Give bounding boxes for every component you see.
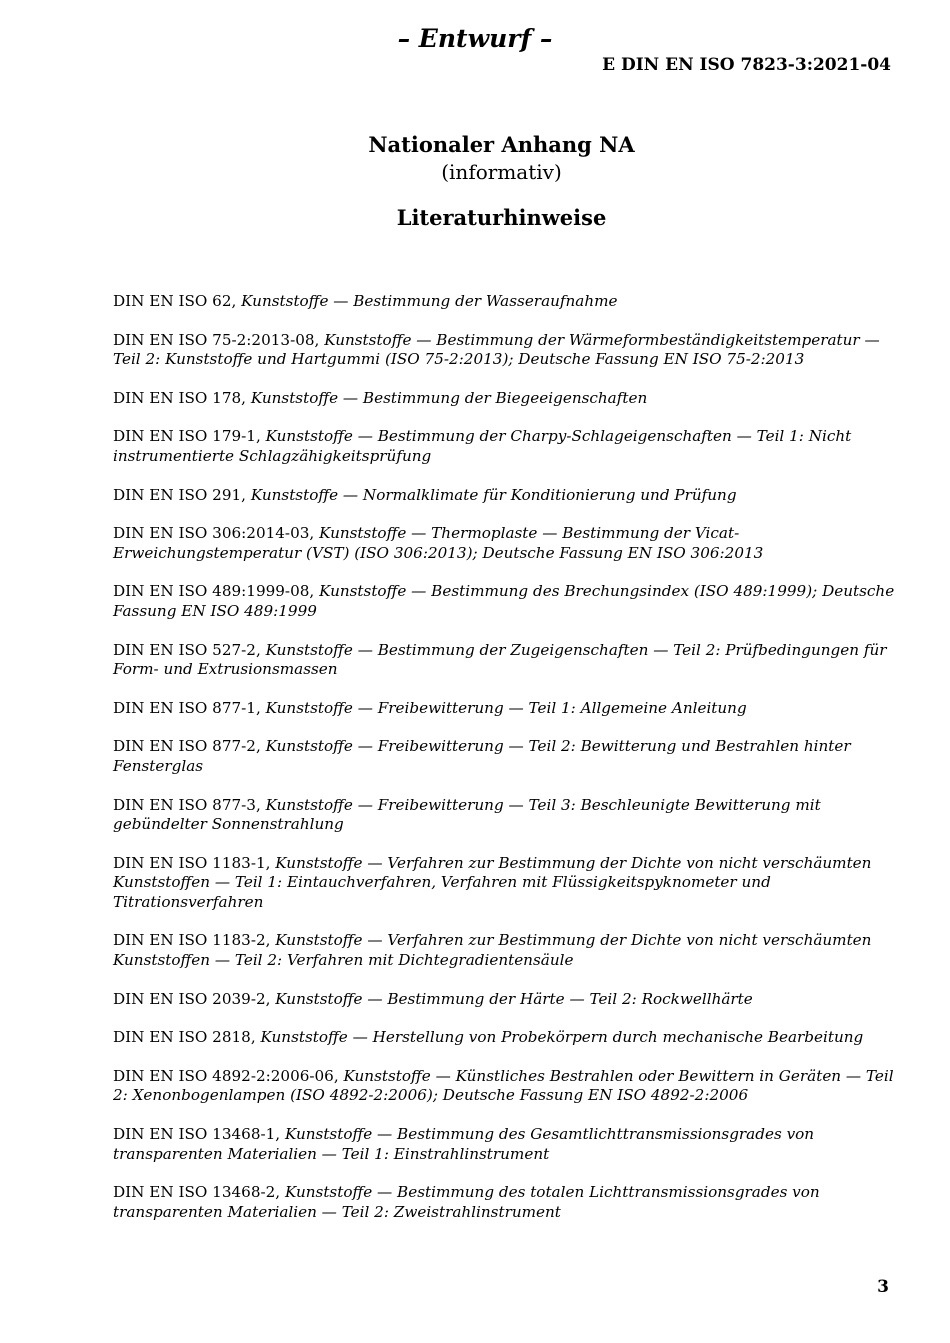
annex-title: Nationaler Anhang NA	[368, 132, 635, 157]
bibliography-entry	[113, 796, 903, 835]
reference-number: DIN EN ISO 75-2:2013-08,	[113, 330, 325, 349]
bibliography-entry	[113, 427, 903, 466]
bibliography-entry	[113, 737, 903, 776]
bibliography-entry	[113, 1183, 903, 1222]
reference-number: DIN EN ISO 877-3,	[113, 795, 266, 814]
reference-number: DIN EN ISO 62,	[113, 292, 242, 310]
bibliography-entry	[113, 699, 903, 719]
reference-title: Kunststoffe — Bestimmung des Gesamtlichttransmissionsgrades von transparenten Materialien — Teil 1: Einstrahlinstrument	[113, 1125, 815, 1163]
bibliography-entry	[113, 1125, 903, 1164]
annex-subtitle: (informativ)	[441, 160, 562, 184]
reference-title: Kunststoffe — Verfahren zur Bestimmung der Dichte von nicht verschäumten Kunststoffen — Teil 1: Eintauchverfahren, Verfahren mit Flüssigkeitspyknometer und Titrationsverfahren	[113, 853, 872, 911]
bibliography-entry	[113, 389, 903, 409]
bibliography-list	[113, 292, 903, 1241]
reference-title: Kunststoffe — Künstliches Bestrahlen oder Bewittern in Geräten — Teil 2: Xenonbogenlampen (ISO 4892-2:2006); Deutsche Fassung EN ISO 4892-2:2006	[113, 1066, 894, 1105]
bibliography-entry	[113, 641, 903, 680]
reference-number: DIN EN ISO 527-2,	[113, 640, 266, 659]
reference-title: Kunststoffe — Bestimmung der Charpy-Schlageigenschaften — Teil 1: Nicht instrumentierte Schlagzähigkeitsprüfung	[113, 427, 852, 465]
reference-number: DIN EN ISO 178,	[113, 388, 251, 407]
reference-number: DIN EN ISO 1183-2,	[113, 931, 276, 950]
reference-title: Kunststoffe — Normalklimate für Konditionierung und Prüfung	[250, 485, 737, 504]
bibliography-entry	[113, 486, 903, 506]
bibliography-entry	[113, 524, 903, 563]
reference-number: DIN EN ISO 877-1,	[113, 698, 266, 717]
bibliography-entry	[113, 292, 903, 312]
reference-title: Kunststoffe — Bestimmung des totalen Lichttransmissionsgrades von transparenten Materialien — Teil 2: Zweistrahlinstrument	[113, 1183, 820, 1221]
bibliography-entry	[113, 854, 903, 913]
page-number: 3	[877, 1277, 889, 1297]
bibliography-entry	[113, 331, 903, 370]
reference-title: Kunststoffe — Bestimmung des Brechungsindex (ISO 489:1999); Deutsche Fassung EN ISO 489:1999	[113, 582, 895, 620]
reference-title: Kunststoffe — Bestimmung der Biegeeigenschaften	[250, 388, 648, 407]
draft-watermark-label: – Entwurf –	[397, 24, 553, 53]
reference-number: DIN EN ISO 4892-2:2006-06,	[113, 1066, 344, 1085]
reference-number: DIN EN ISO 2818,	[113, 1028, 261, 1047]
reference-number: DIN EN ISO 2039-2,	[113, 989, 276, 1008]
reference-number: DIN EN ISO 306:2014-03,	[113, 524, 320, 543]
reference-number: DIN EN ISO 13468-1,	[113, 1125, 285, 1144]
bibliography-entry	[113, 931, 903, 970]
reference-title: Kunststoffe — Freibewitterung — Teil 2: Bewitterung und Bestrahlen hinter Fensterglas	[113, 737, 851, 775]
reference-number: DIN EN ISO 291,	[113, 485, 251, 504]
reference-title: Kunststoffe — Bestimmung der Wasseraufnahme	[241, 292, 618, 310]
reference-title: Kunststoffe — Bestimmung der Zugeigenschaften — Teil 2: Prüfbedingungen für Form- und Extrusionsmassen	[113, 640, 887, 679]
reference-title: Kunststoffe — Thermoplaste — Bestimmung der Vicat-Erweichungstemperatur (VST) (ISO 306:2013); Deutsche Fassung EN ISO 306:2013	[113, 524, 764, 562]
reference-number: DIN EN ISO 1183-1,	[113, 853, 276, 872]
reference-number: DIN EN ISO 489:1999-08,	[113, 582, 320, 601]
section-title: Literaturhinweise	[396, 205, 607, 230]
reference-title: Kunststoffe — Bestimmung der Wärmeformbeständigkeitstemperatur — Teil 2: Kunststoffe und Hartgummi (ISO 75-2:2013); Deutsche Fassung EN ISO 75-2:2013	[113, 330, 880, 369]
annex-heading	[0, 131, 950, 185]
reference-number: DIN EN ISO 179-1,	[113, 427, 266, 446]
bibliography-entry	[113, 582, 903, 621]
reference-title: Kunststoffe — Bestimmung der Härte — Teil 2: Rockwellhärte	[275, 989, 753, 1008]
bibliography-entry	[113, 1067, 903, 1106]
bibliography-entry	[113, 1028, 903, 1048]
reference-title: Kunststoffe — Freibewitterung — Teil 1: Allgemeine Anleitung	[265, 698, 747, 717]
bibliography-entry	[113, 990, 903, 1010]
document-identifier: E DIN EN ISO 7823-3:2021-04	[602, 55, 891, 75]
reference-title: Kunststoffe — Herstellung von Probekörpern durch mechanische Bearbeitung	[260, 1028, 864, 1047]
reference-number: DIN EN ISO 877-2,	[113, 737, 266, 756]
reference-number: DIN EN ISO 13468-2,	[113, 1183, 285, 1202]
reference-title: Kunststoffe — Verfahren zur Bestimmung der Dichte von nicht verschäumten Kunststoffen — Teil 2: Verfahren mit Dichtegradientensäule	[113, 931, 872, 970]
reference-title: Kunststoffe — Freibewitterung — Teil 3: Beschleunigte Bewitterung mit gebündelter Sonnenstrahlung	[113, 795, 821, 834]
